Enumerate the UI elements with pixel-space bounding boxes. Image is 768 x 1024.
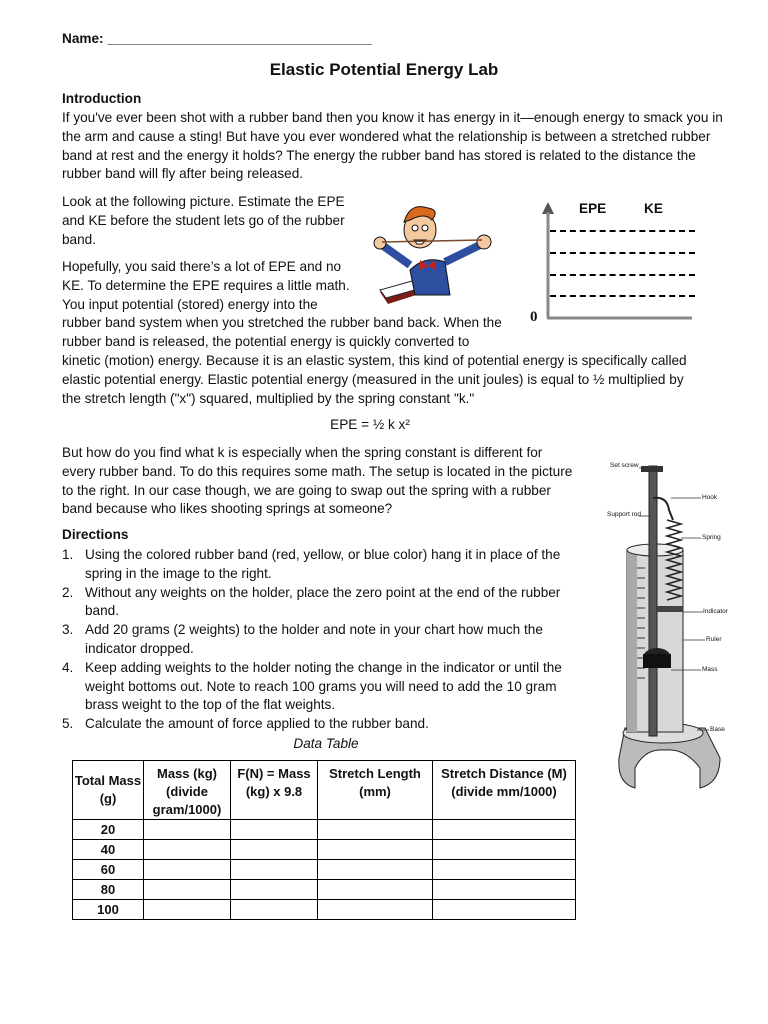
energy-bar-graph — [530, 198, 700, 328]
intro-heading: Introduction — [62, 91, 142, 106]
table-row: 40 — [73, 840, 576, 860]
label-set-screw: Set screw — [610, 462, 639, 469]
label-base: Base — [710, 726, 725, 733]
table-header-row — [73, 761, 576, 820]
table-row: 20 — [73, 820, 576, 840]
spring-apparatus-image — [605, 458, 735, 818]
table-row: 60 — [73, 860, 576, 880]
col-force: F(N) = Mass (kg) x 9.8 — [231, 761, 318, 820]
look-paragraph: Look at the following picture. Estimate the EPE and KE before the student lets go of the rubber band. — [62, 194, 345, 247]
graph-dashed-line — [550, 274, 695, 276]
ke-label: KE — [644, 201, 663, 216]
epe-formula: EPE = ½ k x² — [330, 417, 410, 432]
direction-item: 5. Calculate the amount of force applied to the rubber band. — [62, 716, 429, 732]
hope-paragraph: Hopefully, you said there’s a lot of EPE and no KE. To determine the EPE requires a little math. You input potential (stored) energy into the rubber band system when you stretched the rubber band back. When the rubber band is released, the potential energy is quickly converted to kinetic (motion) energy. Because it is an elastic system, this kind of potential energy is specifically called elastic potential energy. Elastic potential energy (measured in the unit joules) is equal to ½ multiplied by the stretch length ("x") squared, multiplied by the spring constant "k." — [62, 259, 687, 406]
directions-list — [62, 546, 592, 734]
label-ruler: Ruler — [706, 636, 722, 643]
label-hook: Hook — [702, 494, 718, 501]
graph-dashed-line — [550, 230, 695, 232]
table-row: 80 — [73, 880, 576, 900]
spring-paragraph: But how do you find what k is especially when the spring constant is different for every rubber band. To do this requires some math. The setup is located in the picture to the right. In our case though, we are going to swap out the spring with a rubber band because who likes shooting springs at someone? — [62, 445, 573, 517]
data-table — [72, 760, 576, 920]
col-stretch-distance: Stretch Distance (M) (divide mm/1000) — [433, 761, 576, 820]
student-cartoon-image — [370, 200, 520, 310]
direction-item: 4. Keep adding weights to the holder noting the change in the indicator or until the weight bottoms out. Note to reach 100 grams you will need to add the 10 gram brass weight to the top of the flat weights. — [62, 659, 562, 713]
epe-label: EPE — [579, 201, 607, 216]
zero-label: 0 — [530, 309, 538, 325]
direction-item: 2. Without any weights on the holder, place the zero point at the end of the rubber band. — [62, 584, 561, 619]
label-indicator: Indicator — [703, 608, 728, 615]
intro-paragraph: If you've ever been shot with a rubber band then you know it has energy in it—enough energy to smack you in the arm and cause a sting! But have you ever wondered what the relationship is between a stretched rubber band at rest and the energy it holds? The energy the rubber band has stored is related to the distance the rubber band will fly after being released. — [62, 110, 723, 182]
directions-heading: Directions — [62, 527, 129, 542]
graph-dashed-line — [550, 252, 695, 254]
name-field[interactable]: Name: ___________________________________ — [62, 31, 372, 46]
page-title: Elastic Potential Energy Lab — [269, 60, 499, 79]
col-total-mass: Total Mass (g) — [73, 761, 144, 820]
label-support-rod: Support rod — [607, 511, 641, 518]
label-mass: Mass — [702, 666, 718, 673]
col-mass-kg: Mass (kg) (divide gram/1000) — [144, 761, 231, 820]
table-row: 100 — [73, 900, 576, 920]
col-stretch-length: Stretch Length (mm) — [318, 761, 433, 820]
direction-item: 3. Add 20 grams (2 weights) to the holder and note in your chart how much the indicator dropped. — [62, 622, 543, 656]
graph-axes — [530, 198, 700, 328]
label-spring: Spring — [702, 534, 721, 541]
direction-item: 1. Using the colored rubber band (red, yellow, or blue color) hang it in place of the spring in the image to the right. — [62, 547, 561, 581]
graph-dashed-line — [550, 295, 695, 297]
table-caption: Data Table — [293, 736, 359, 751]
